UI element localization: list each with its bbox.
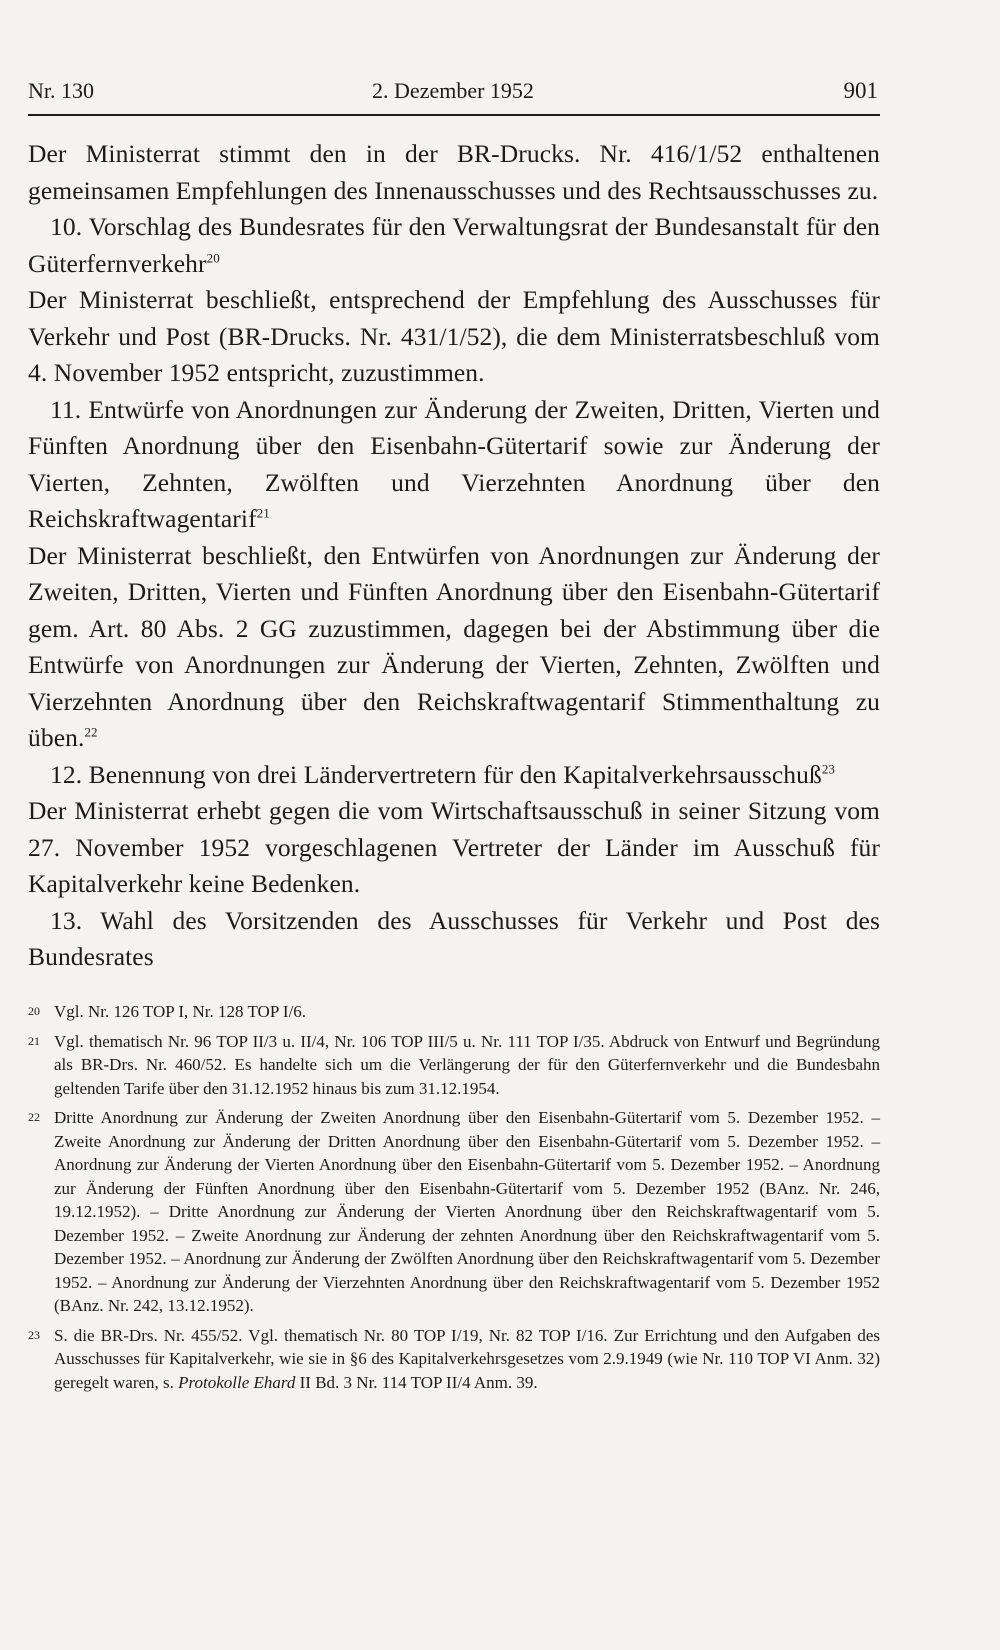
paragraph-resolution-9: Der Ministerrat stimmt den in der BR-Drucks. Nr. 416/1/52 enthaltenen gemeinsamen Empfehlungen des Innenausschusses und des Rechtsausschusses zu. xyxy=(28,139,880,205)
agenda-item-11-title: 11. Entwürfe von Anordnungen zur Änderung der Zweiten, Dritten, Vierten und Fünften Anordnung über den Eisenbahn-Gütertarif sowie zur Änderung der Vierten, Zehnten, Zwölften und Vierzehnten Anordnung über den Reichskraftwagentarif xyxy=(28,394,880,533)
footnote-21 xyxy=(28,1030,880,1101)
footnote-20-text: Vgl. Nr. 126 TOP I, Nr. 128 TOP I/6. xyxy=(54,1002,307,1021)
header-date: 2. Dezember 1952 xyxy=(372,78,534,103)
agenda-item-10-title: 10. Vorschlag des Bundesrates für den Verwaltungsrat der Bundesanstalt für den Güterfernverkehr xyxy=(28,212,880,278)
footnote-23 xyxy=(28,1324,880,1395)
footnote-ref-23[interactable]: 23 xyxy=(821,761,836,776)
footnote-20-number: 20 xyxy=(28,1004,40,1018)
resolution-11-text: Der Ministerrat beschließt, den Entwürfen von Anordnungen zur Änderung der Zweiten, Dritten, Vierten und Fünften Anordnung über den Eisenbahn-Gütertarif gem. Art. 80 Abs. 2 GG zuzustimmen, dagegen bei der Abstimmung über die Entwürfe von Anordnungen zur Änderung der Vierten, Zehnten, Zwölften und Vierzehnten Anordnung über den Reichskraftwagentarif Stimmenthaltung zu üben. xyxy=(28,540,880,752)
footnote-22 xyxy=(28,1106,880,1318)
footnote-ref-22[interactable]: 22 xyxy=(84,724,98,740)
footnotes xyxy=(28,1000,880,1400)
footnote-23-number: 23 xyxy=(28,1327,40,1342)
paragraph-resolution-10: Der Ministerrat beschließt, entsprechend der Empfehlung des Ausschusses für Verkehr und Post (BR-Drucks. Nr. 431/1/52), die dem Ministerratsbeschluß vom 4. November 1952 entspricht, zuzustimmen. xyxy=(28,285,880,387)
header-rule xyxy=(28,114,880,116)
agenda-item-13-heading: 13. Wahl des Vorsitzenden des Ausschusses für Verkehr und Post des Bundesrates xyxy=(28,905,880,971)
footnote-23-italic-title: Protokolle Ehard xyxy=(178,1372,296,1392)
document-number: Nr. 130 xyxy=(28,78,94,103)
footnote-20 xyxy=(28,1000,880,1024)
footnote-21-number: 21 xyxy=(28,1033,40,1048)
footnote-22-number: 22 xyxy=(28,1110,40,1124)
agenda-item-10-heading xyxy=(28,209,880,282)
footnote-ref-21[interactable]: 21 xyxy=(256,505,270,521)
agenda-item-12-heading xyxy=(28,757,880,794)
footnote-23-text-a: S. die BR-Drs. Nr. 455/52. Vgl. thematisch Nr. 80 TOP I/19, Nr. 82 TOP I/16. Zur Errichtung und den Aufgaben des Ausschusses für Kapitalverkehr, wie sie in §6 des Kapitalverkehrsgesetzes vom 2.9.1949 (wie Nr. 110 TOP VI Anm. 32) geregelt waren, s. xyxy=(54,1325,880,1392)
footnote-ref-20[interactable]: 20 xyxy=(206,250,220,265)
agenda-item-11-heading xyxy=(28,392,880,538)
main-text xyxy=(28,136,880,976)
footnote-22-text: Dritte Anordnung zur Änderung der Zweiten Anordnung über den Eisenbahn-Gütertarif vom 5. Dezember 1952. – Zweite Anordnung zur Änderung der Dritten Anordnung über den Eisenbahn-Gütertarif vom 5. Dezember 1952. – Anordnung zur Änderung der Vierten Anordnung über den Eisenbahn-Gütertarif vom 5. Dezember 1952. – Anordnung zur Änderung der Fünften Anordnung über den Eisenbahn-Gütertarif vom 5. Dezember 1952 (BAnz. Nr. 246, 19.12.1952). – Dritte Anordnung zur Änderung der Vierten Anordnung über den Reichskraftwagentarif vom 5. Dezember 1952. – Zweite Anordnung zur Änderung der zehnten Anordnung über den Reichskraftwagentarif vom 5. Dezember 1952. – Anordnung zur Änderung der Zwölften Anordnung über den Reichskraftwagentarif vom 5. Dezember 1952. – Anordnung zur Änderung der Vierzehnten Anordnung über den Reichskraftwagentarif vom 5. Dezember 1952 (BAnz. Nr. 242, 13.12.1952). xyxy=(54,1108,880,1315)
paragraph-resolution-12: Der Ministerrat erhebt gegen die vom Wirtschaftsausschuß in seiner Sitzung vom 27. November 1952 vorgeschlagenen Vertreter der Länder im Ausschuß für Kapitalverkehr keine Bedenken. xyxy=(28,796,880,898)
running-header xyxy=(28,78,878,112)
page-number: 901 xyxy=(843,78,878,103)
footnote-23-text-b: II Bd. 3 Nr. 114 TOP II/4 Anm. 39. xyxy=(299,1372,538,1392)
footnote-21-text: Vgl. thematisch Nr. 96 TOP II/3 u. II/4, Nr. 106 TOP III/5 u. Nr. 111 TOP I/35. Abdruck von Entwurf und Begründung als BR-Drs. Nr. 460/52. Es handelte sich um die Verlängerung der für den Güterfernverkehr und die Bundesbahn geltenden Tarife über den 31.12.1952 hinaus bis zum 31.12.1954. xyxy=(54,1031,880,1098)
agenda-item-12-title: 12. Benennung von drei Ländervertretern für den Kapitalverkehrsausschuß xyxy=(50,759,822,789)
paragraph-resolution-11 xyxy=(28,538,880,757)
